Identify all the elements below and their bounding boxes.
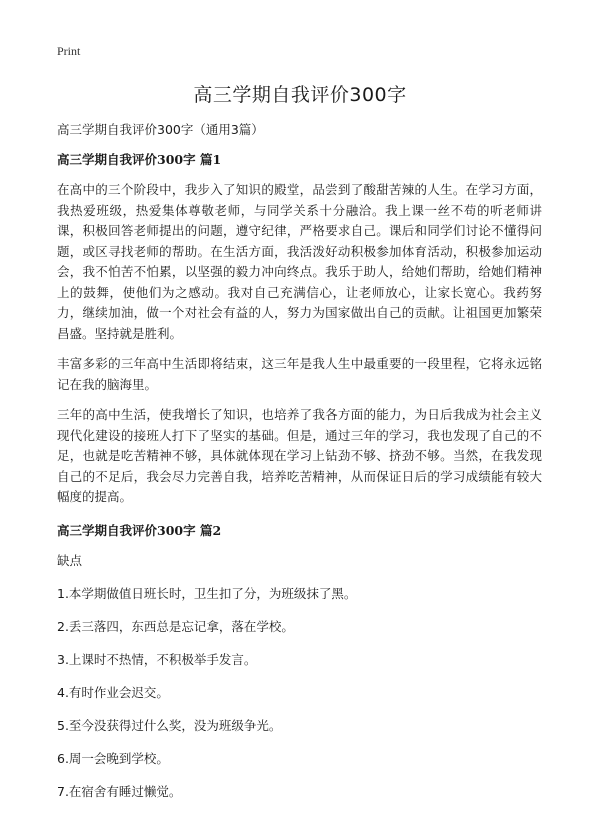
list-item: 5.至今没获得过什么奖，没为班级争光。 xyxy=(57,717,282,733)
list-item: 4.有时作业会迟交。 xyxy=(57,684,169,700)
section-2-intro: 缺点 xyxy=(57,552,83,568)
section-1-heading: 高三学期自我评价300字 篇1 xyxy=(57,152,222,167)
document-title: 高三学期自我评价300字 xyxy=(193,84,407,106)
section-1-paragraph-2: 丰富多彩的三年高中生活即将结束，这三年是我人生中最重要的一段里程，它将永远铭记在我的脑海里。 xyxy=(57,356,542,392)
list-item: 6.周一会晚到学校。 xyxy=(57,750,169,766)
section-2-heading: 高三学期自我评价300字 篇2 xyxy=(57,522,222,538)
section-1-paragraph-1: 在高中的三个阶段中，我步入了知识的殿堂，品尝到了酸甜苦辣的人生。在学习方面，我热爱班级，热爱集体尊敬老师，与同学关系十分融洽。我上课一丝不苟的听老师讲课，积极回答老师提出的问题，遵守纪律，严格要求自己。课后和同学们讨论不懂得问题，或区寻找老师的帮助。在生活方面，我活泼好动积极参加体育活动，积极参加运动会，我不怕苦不怕累，以坚强的毅力冲向终点。我乐于助人，给她们帮助，给她们精神上的鼓舞，使他们为之感动。我对自己充满信心，让老师放心，让家长宽心。我药努力，继续加油，做一个对社会有益的人，努力为国家做出自己的贡献。让祖国更加繁荣昌盛。坚持就是胜利。 xyxy=(57,182,542,341)
list-item: 3.上课时不热情，不积极举手发言。 xyxy=(57,651,257,667)
section-1-paragraph-3: 三年的高中生活，使我增长了知识，也培养了我各方面的能力，为日后我成为社会主义现代化建设的接班人打下了坚实的基础。但是，通过三年的学习，我也发现了自己的不足，也就是吃苦精神不够，具体就体现在学习上钻劲不够、挤劲不够。当然，在我发现自己的不足后，我会尽力完善自我，培养吃苦精神，从而保证日后的学习成绩能有较大幅度的提高。 xyxy=(57,407,542,504)
list-item: 7.在宿舍有睡过懒觉。 xyxy=(57,783,182,799)
document-subtitle: 高三学期自我评价300字（通用3篇） xyxy=(57,122,264,137)
list-item: 2.丢三落四，东西总是忘记拿，落在学校。 xyxy=(57,618,294,634)
document-content xyxy=(57,150,542,815)
list-item: 1.本学期做值日班长时，卫生扣了分，为班级抹了黑。 xyxy=(57,585,357,601)
print-label[interactable]: Print xyxy=(57,44,81,58)
